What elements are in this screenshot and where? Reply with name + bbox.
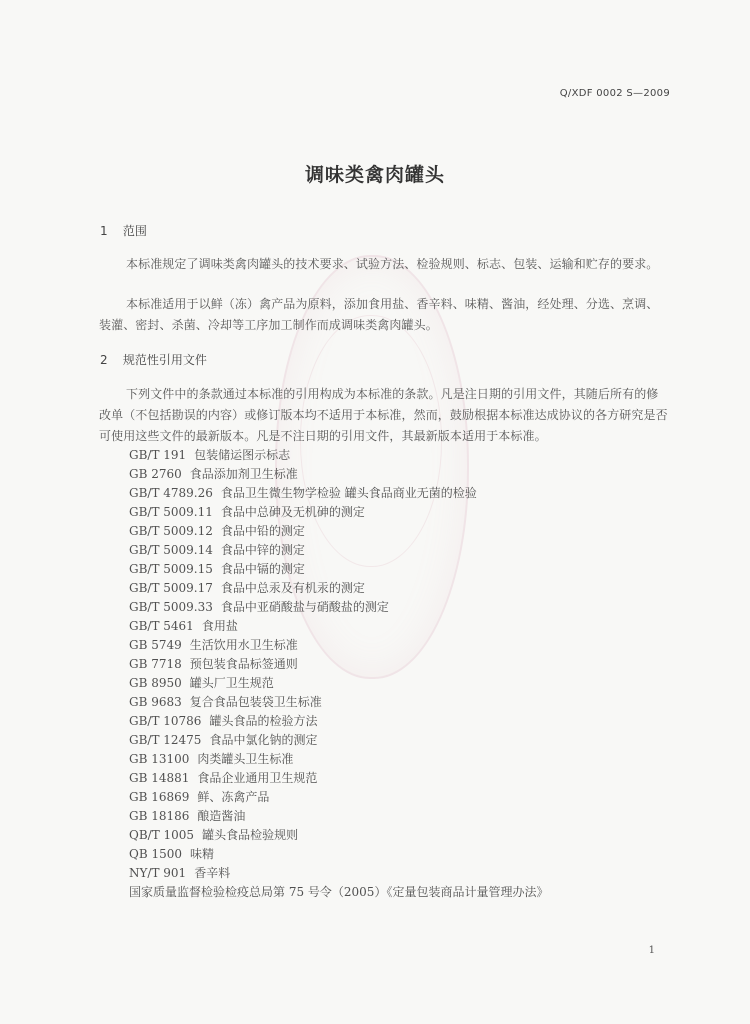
reference-code: GB/T 191 — [129, 448, 187, 462]
reference-title: 食品企业通用卫生规范 — [197, 771, 318, 785]
reference-title: 酿造酱油 — [197, 809, 246, 823]
reference-title: 肉类罐头卫生标准 — [197, 752, 294, 766]
reference-title: 食品中总砷及无机砷的测定 — [220, 505, 365, 519]
reference-code: GB 2760 — [129, 467, 182, 481]
reference-item — [129, 750, 629, 769]
reference-item — [129, 503, 629, 522]
reference-code: QB 1500 — [129, 847, 183, 861]
reference-code: GB/T 5009.15 — [129, 562, 213, 576]
reference-item — [129, 655, 629, 674]
reference-item — [129, 636, 629, 655]
reference-code: GB 16869 — [129, 790, 190, 804]
reference-code: GB/T 12475 — [129, 733, 202, 747]
reference-title: 罐头厂卫生规范 — [189, 676, 274, 690]
reference-title: 味精 — [190, 847, 215, 861]
reference-item — [129, 674, 629, 693]
reference-title: 包装储运图示标志 — [194, 448, 291, 462]
reference-title: 食品卫生微生物学检验 罐头食品商业无菌的检验 — [220, 486, 477, 500]
reference-list — [129, 446, 629, 902]
reference-title: 复合食品包装袋卫生标准 — [189, 695, 322, 709]
reference-title: 预包装食品标签通则 — [189, 657, 298, 671]
reference-item — [129, 883, 629, 902]
reference-title: 食品中铅的测定 — [220, 524, 305, 538]
reference-code: GB/T 5009.33 — [129, 600, 213, 614]
reference-item — [129, 807, 629, 826]
reference-item — [129, 598, 629, 617]
document-title: 调味类禽肉罐头 — [304, 164, 445, 186]
section-number: 1 — [100, 224, 108, 238]
reference-item — [129, 560, 629, 579]
reference-item — [129, 541, 629, 560]
reference-item — [129, 484, 629, 503]
reference-code: GB 9683 — [129, 695, 182, 709]
reference-title: 食品中镉的测定 — [220, 562, 305, 576]
section-heading-scope — [100, 222, 147, 239]
reference-item — [129, 465, 629, 484]
reference-title: 罐头食品检验规则 — [202, 828, 299, 842]
reference-title: 食品中氯化钠的测定 — [209, 733, 318, 747]
reference-item — [129, 446, 629, 465]
reference-title: 生活饮用水卫生标准 — [189, 638, 298, 652]
standard-code: Q/XDF 0002 S—2009 — [559, 88, 670, 99]
reference-title: 食用盐 — [201, 619, 238, 633]
reference-code: NY/T 901 — [129, 866, 187, 880]
reference-item — [129, 712, 629, 731]
section-title: 规范性引用文件 — [122, 353, 207, 367]
reference-item — [129, 826, 629, 845]
reference-code: GB 8950 — [129, 676, 182, 690]
reference-item — [129, 845, 629, 864]
references-intro: 下列文件中的条款通过本标准的引用构成为本标准的条款。凡是注日期的引用文件，其随后所有的修改单（不包括勘误的内容）或修订版本均不适用于本标准，然而，鼓励根据本标准达成协议的各方研究是否可使用这些文件的最新版本。凡是不注日期的引用文件，其最新版本适用于本标准。 — [99, 387, 668, 443]
reference-code: GB 5749 — [129, 638, 182, 652]
reference-item — [129, 864, 629, 883]
reference-code: GB/T 5461 — [129, 619, 194, 633]
reference-code: GB/T 4789.26 — [129, 486, 213, 500]
reference-item — [129, 522, 629, 541]
reference-title: 食品中亚硝酸盐与硝酸盐的测定 — [220, 600, 389, 614]
reference-title: 罐头食品的检验方法 — [209, 714, 318, 728]
reference-code: GB/T 5009.17 — [129, 581, 213, 595]
reference-title: 国家质量监督检验检疫总局第 75 号令（2005）《定量包装商品计量管理办法》 — [129, 885, 549, 899]
reference-code: GB/T 5009.14 — [129, 543, 213, 557]
reference-item — [129, 693, 629, 712]
section-heading-references — [100, 351, 207, 368]
reference-code: GB/T 5009.12 — [129, 524, 213, 538]
reference-code: GB 7718 — [129, 657, 182, 671]
reference-title: 食品中总汞及有机汞的测定 — [220, 581, 365, 595]
reference-title: 食品添加剂卫生标准 — [189, 467, 298, 481]
reference-title: 香辛料 — [194, 866, 231, 880]
reference-code: GB/T 10786 — [129, 714, 202, 728]
reference-item — [129, 769, 629, 788]
reference-item — [129, 579, 629, 598]
reference-code: QB/T 1005 — [129, 828, 195, 842]
reference-title: 食品中锌的测定 — [220, 543, 305, 557]
reference-item — [129, 731, 629, 750]
section-number: 2 — [100, 353, 108, 367]
reference-code: GB 14881 — [129, 771, 190, 785]
reference-item — [129, 617, 629, 636]
reference-code: GB 13100 — [129, 752, 190, 766]
page-number: 1 — [648, 945, 655, 956]
reference-code: GB 18186 — [129, 809, 190, 823]
reference-title: 鲜、冻禽产品 — [197, 790, 270, 804]
scope-paragraph-2: 本标准适用于以鲜（冻）禽产品为原料，添加食用盐、香辛料、味精、酱油，经处理、分选、烹调、装灌、密封、杀菌、冷却等工序加工制作而成调味类禽肉罐头。 — [99, 297, 659, 332]
scope-paragraph-1: 本标准规定了调味类禽肉罐头的技术要求、试验方法、检验规则、标志、包装、运输和贮存的要求。 — [126, 257, 659, 271]
reference-code: GB/T 5009.11 — [129, 505, 213, 519]
section-title: 范围 — [122, 224, 147, 238]
reference-item — [129, 788, 629, 807]
